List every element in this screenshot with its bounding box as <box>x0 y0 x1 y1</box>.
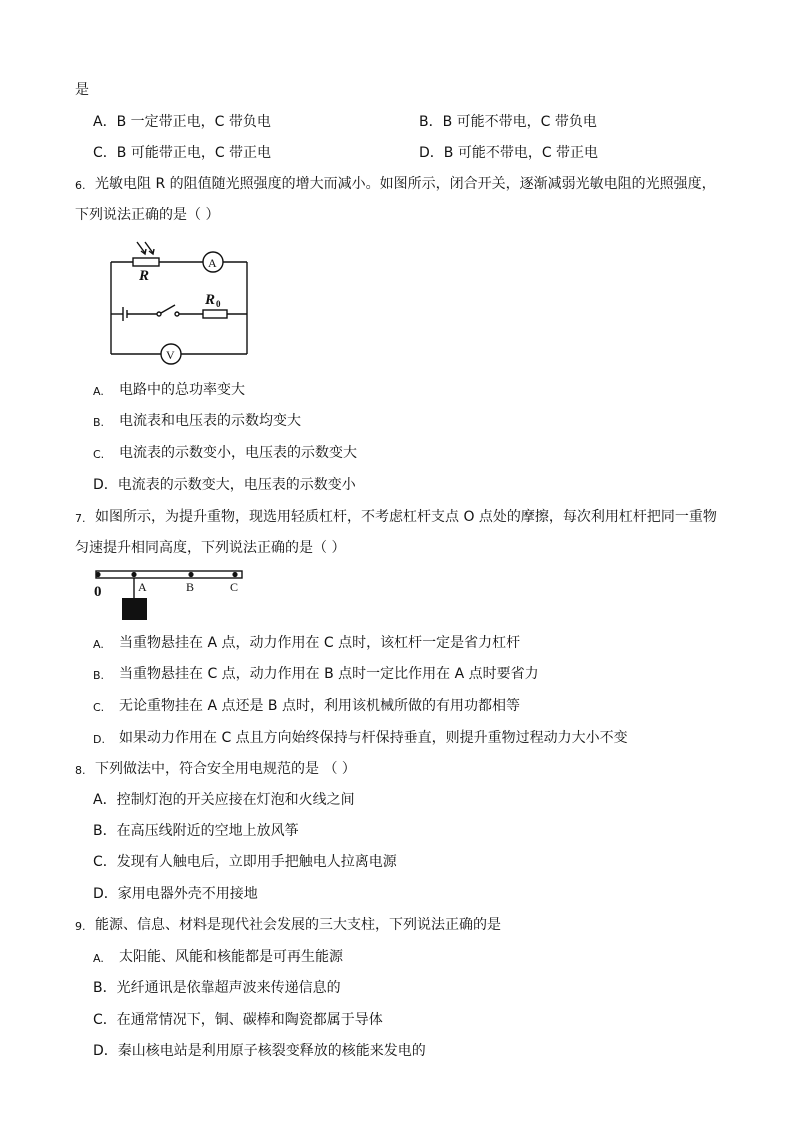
q6-option-b: 电流表和电压表的示数均变大 <box>119 413 301 429</box>
q6-option-a: 电路中的总功率变大 <box>119 382 245 398</box>
q6-option-a-letter: A. <box>93 385 104 398</box>
q8-option-a: A．控制灯泡的开关应接在灯泡和火线之间 <box>93 792 355 808</box>
q5-option-c: C．B 可能带正电，C 带正电 <box>93 145 272 161</box>
q7-option-a: 当重物悬挂在 A 点，动力作用在 C 点时，该杠杆一定是省力杠杆 <box>119 635 521 651</box>
question-6-stem-line2: 下列说法正确的是（ ） <box>75 207 220 223</box>
label-c: C <box>230 580 239 594</box>
voltmeter-label: V <box>166 348 175 362</box>
q5-option-b: B．B 可能不带电，C 带负电 <box>419 114 597 130</box>
circuit-diagram <box>105 238 255 366</box>
question-8-stem: 下列做法中，符合安全用电规范的是 （ ） <box>95 761 356 777</box>
q5-option-a: A．B 一定带正电，C 带负电 <box>93 114 271 130</box>
resistor-r-label: R <box>139 268 150 284</box>
point-c <box>232 572 237 577</box>
q7-option-d-letter: D. <box>93 733 105 746</box>
q7-option-a-letter: A. <box>93 638 104 651</box>
q5-option-d: D．B 可能不带电，C 带正电 <box>419 145 599 161</box>
question-8-number: 8. <box>75 764 86 777</box>
label-o: 0 <box>94 584 102 600</box>
label-a: A <box>138 580 147 594</box>
q7-option-c: 无论重物挂在 A 点还是 B 点时，利用该机械所做的有用功都相等 <box>119 698 520 714</box>
point-b <box>188 572 193 577</box>
q7-option-b-letter: B. <box>93 669 105 682</box>
question-9-number: 9. <box>75 920 86 933</box>
resistor-r0-label: R <box>205 292 216 308</box>
q9-option-a-letter: A. <box>93 952 104 965</box>
question-7-number: 7. <box>75 512 86 525</box>
q9-option-b: B．光纤通讯是依靠超声波来传递信息的 <box>93 980 341 996</box>
weight-block <box>122 598 147 620</box>
question-7-stem-line2: 匀速提升相同高度，下列说法正确的是（ ） <box>75 540 346 556</box>
question-9-stem: 能源、信息、材料是现代社会发展的三大支柱，下列说法正确的是 <box>95 917 501 933</box>
resistor-r0-subscript: 0 <box>216 299 221 309</box>
q7-option-b: 当重物悬挂在 C 点，动力作用在 B 点时一定比作用在 A 点时要省力 <box>119 666 539 682</box>
q9-option-a: 太阳能、风能和核能都是可再生能源 <box>119 949 343 965</box>
lever-bar <box>96 571 242 578</box>
question-5-stem-end: 是 <box>75 82 89 98</box>
q6-option-c-letter: C. <box>93 448 105 461</box>
q9-option-d: D．秦山核电站是利用原子核裂变释放的核能来发电的 <box>93 1043 426 1059</box>
q6-option-b-letter: B. <box>93 416 105 429</box>
ammeter-label: A <box>208 256 217 270</box>
lever-diagram <box>90 568 250 624</box>
q8-option-b: B．在高压线附近的空地上放风筝 <box>93 823 299 839</box>
q8-option-c: C．发现有人触电后，立即用手把触电人拉离电源 <box>93 854 397 870</box>
q7-option-c-letter: C. <box>93 701 105 714</box>
question-6-stem-line1: 光敏电阻 R 的阻值随光照强度的增大而减小。如图所示，闭合开关，逐渐减弱光敏电阻的光照强度， <box>95 176 716 192</box>
q6-option-c: 电流表的示数变小，电压表的示数变大 <box>119 445 357 461</box>
q9-option-c: C．在通常情况下，铜、碳棒和陶瓷都属于导体 <box>93 1012 383 1028</box>
q6-option-d: D．电流表的示数变大，电压表的示数变小 <box>93 477 356 493</box>
pivot-o-point <box>95 572 100 577</box>
point-a <box>131 572 136 577</box>
question-7-stem-line1: 如图所示，为提升重物，现选用轻质杠杆，不考虑杠杆支点 O 点处的摩擦，每次利用杠杆把同一重物 <box>95 509 717 525</box>
q7-option-d: 如果动力作用在 C 点且方向始终保持与杆保持垂直，则提升重物过程动力大小不变 <box>119 730 628 746</box>
q8-option-d: D．家用电器外壳不用接地 <box>93 886 258 902</box>
question-6-number: 6. <box>75 179 86 192</box>
label-b: B <box>186 580 195 594</box>
